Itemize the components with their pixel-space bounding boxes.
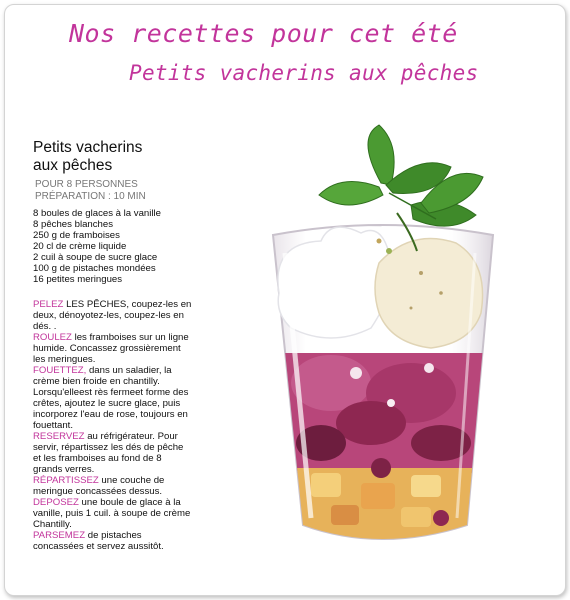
instruction-steps — [33, 299, 193, 552]
recipe-meta — [35, 179, 146, 203]
step-reserve — [33, 431, 193, 475]
recipe-title-line2: aux pêches — [33, 157, 113, 174]
ingredient-item: 20 cl de crème liquide — [33, 241, 127, 252]
step-verb: ROULEZ — [33, 332, 72, 343]
step-roll — [33, 332, 193, 365]
step-verb: PARSEMEZ — [33, 530, 86, 541]
ingredient-item: 250 g de framboises — [33, 230, 120, 241]
step-sprinkle — [33, 530, 193, 552]
step-verb: RESERVEZ — [33, 431, 85, 442]
recipe-card — [4, 4, 566, 596]
step-text: dans un saladier, la crème bien froide en chantilly. Lorsqu'elleest rès fermeet forme des crêtes, ajoutez le sucre glace, puis incorporez l'eau de rose, toujours en fouettant. — [33, 365, 189, 431]
prep-time-label: PRÉPARATION : 10 MIN — [35, 191, 146, 202]
step-text: de pistaches concassées et servez aussitôt. — [33, 530, 164, 552]
dessert-glass-icon — [261, 123, 501, 563]
vanilla-scoop — [375, 239, 483, 349]
step-verb: RÉPARTISSEZ — [33, 475, 99, 486]
page-title: Nos recettes pour cet été — [69, 19, 458, 48]
step-peel — [33, 299, 193, 332]
ingredient-list — [33, 208, 203, 285]
ingredient-item: 8 pêches blanches — [33, 219, 114, 230]
step-text: une boule de glace à la vanille, puis 1 cuil. à soupe de crème Chantilly. — [33, 497, 191, 530]
step-verb: DEPOSEZ — [33, 497, 79, 508]
ingredient-item: 16 petites meringues — [33, 274, 123, 285]
recipe-title — [33, 139, 193, 175]
step-verb: FOUETTEZ, — [33, 365, 87, 376]
step-whip — [33, 365, 193, 431]
step-place — [33, 497, 193, 530]
step-distribute — [33, 475, 193, 497]
recipe-title-line1: Petits vacherins — [33, 139, 143, 156]
servings-label: POUR 8 PERSONNES — [35, 179, 138, 190]
step-text: les framboises sur un ligne humide. Concassez grossièrement les meringues. — [33, 332, 189, 365]
step-text: au réfrigérateur. Pour servir, répartissez les dés de pêche et les framboises au fond de 8 grands verres. — [33, 431, 184, 475]
page-subtitle: Petits vacherins aux pêches — [129, 61, 479, 85]
step-text: une couche de meringue concassées dessus. — [33, 475, 165, 497]
step-verb: PELEZ — [33, 299, 64, 310]
ingredient-item: 100 g de pistaches mondées — [33, 263, 156, 274]
ingredient-item: 8 boules de glaces à la vanille — [33, 208, 162, 219]
step-text: LES PÊCHES, coupez-les en deux, dénoyotez-les, coupez-les en dés. . — [33, 299, 192, 332]
ingredient-item: 2 cuil à soupe de sucre glace — [33, 252, 158, 263]
